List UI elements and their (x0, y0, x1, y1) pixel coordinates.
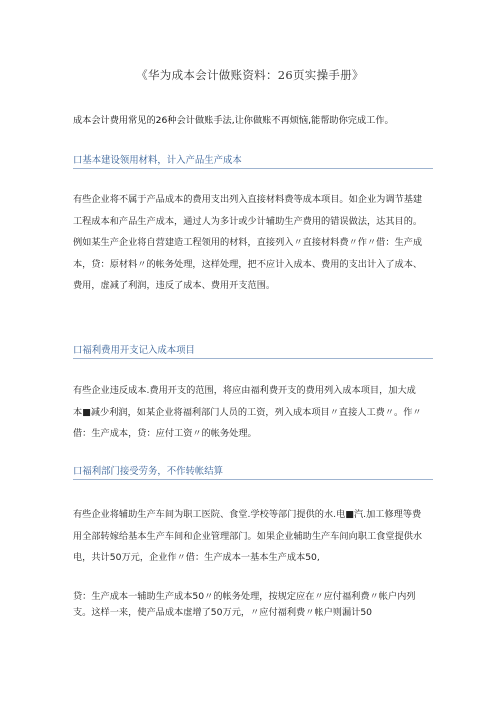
document-title: 《华为成本会计做账资料：26页实操手册》 (136, 68, 364, 82)
section-heading-welfare-labor: 口福利部门接受劳务，不作转帐结算 (73, 463, 433, 480)
paragraph-line: 有些企业将辅助生产车间为职工医院、食堂.学校等部门提供的水.电■汽.加工修理等费 (73, 509, 422, 520)
section-paragraph-capital-construction (73, 189, 443, 297)
paragraph-line: 工程成本和产品生产成本，通过人为多计或少计辅助生产费用的错误做法，达其目的。 (73, 215, 423, 227)
section-heading-welfare-expense: 口福利费用开支记入成本项目 (73, 342, 433, 359)
section-paragraph-welfare-expense (73, 380, 443, 445)
paragraph-line: 支。这样一来，使产品成本虚增了50万元，〃应付福利费〃帐户则漏计50 (73, 607, 373, 618)
paragraph-line: 有些企业将不属于产品成本的费用支出列入直接材料费等成本项目。如企业为调节基建 (73, 194, 423, 205)
paragraph-line: 用全部转嫁给基本生产车间和企业管理部门。如果企业辅助生产车间向职工食堂提供水 (73, 530, 423, 542)
section-paragraph-welfare-labor (73, 504, 443, 569)
paragraph-line: 有些企业违反成本.费用开支的范围，将应由福利费开支的费用列入成本项目，加大成 (73, 385, 416, 396)
paragraph-line: 例如某生产企业将自营建造工程领用的材料，直接列入〃直接材料费〃作〃借：生产成 (73, 237, 423, 249)
paragraph-line: 本，贷：原材料〃的帐务处理，这样处理，把不应计入成本、费用的支出计入了成本、 (73, 258, 423, 270)
paragraph-line: 电，共计50万元，企业作〃借：生产成本一基本生产成本50, (73, 552, 320, 564)
paragraph-line: 费用，虚减了利润，违反了成本、费用开支范围。 (73, 280, 276, 292)
section-heading-capital-construction: 口基本建设领用材料，计入产品生产成本 (73, 152, 433, 169)
paragraph-line: 本■减少利润，如某企业将福利部门人员的工资，列入成本项目〃直接人工费〃。作〃 (73, 406, 422, 418)
paragraph-line: 贷：生产成本一辅助生产成本50〃的帐务处理，按规定应在〃应付福利费〃帐户内列 (73, 591, 416, 602)
paragraph-line: 借：生产成本，贷：应付工资〃的帐务处理。 (73, 428, 257, 440)
intro-text: 成本会计费用常见的26种会计做账手法,让你做账不再烦恼,能帮助你完成工作。 (73, 115, 394, 126)
section-paragraph-welfare-labor-continued (73, 589, 443, 621)
